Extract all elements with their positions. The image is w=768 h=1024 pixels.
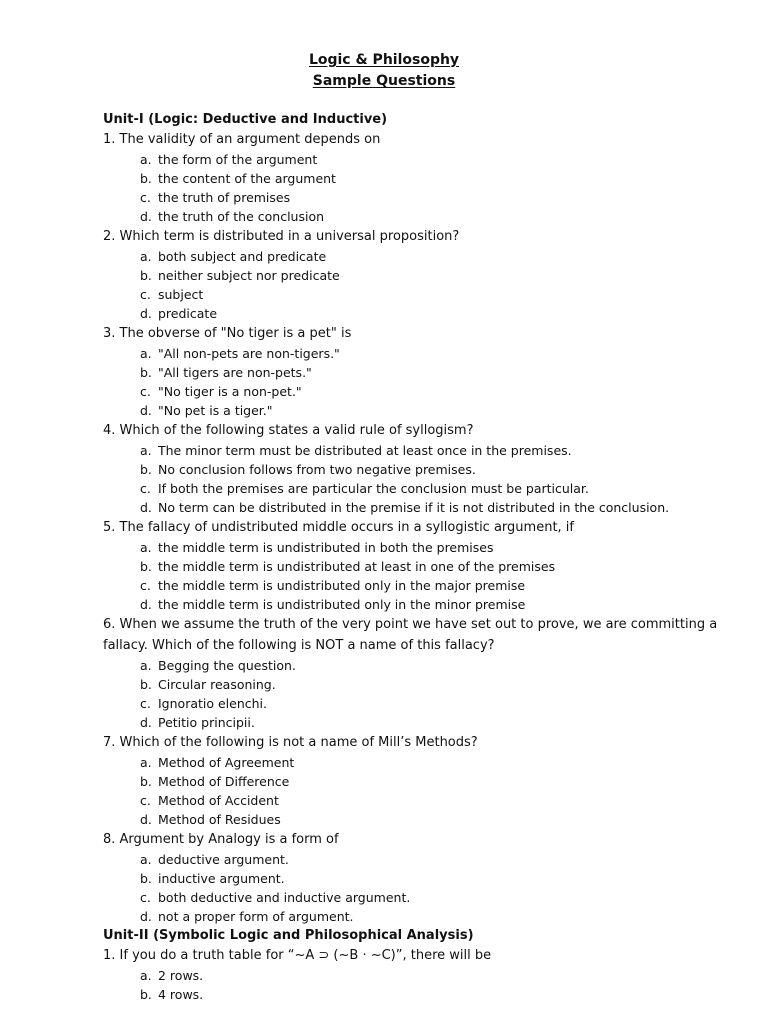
answer-option <box>103 401 743 420</box>
unit-heading: Unit-II (Symbolic Logic and Philosophical Analysis) <box>103 928 474 943</box>
option-list <box>103 441 743 517</box>
option-letter: c. <box>140 481 151 496</box>
option-text: "All non-pets are non-tigers." <box>158 346 340 361</box>
answer-option <box>103 907 743 926</box>
title-line-1: Logic & Philosophy <box>308 52 460 68</box>
option-text: Circular reasoning. <box>158 677 276 692</box>
option-list <box>103 966 743 1004</box>
question-text: 7. Which of the following is not a name of Mill’s Methods? <box>103 735 478 750</box>
answer-option <box>103 713 743 732</box>
option-text: subject <box>158 287 204 302</box>
option-text: Method of Difference <box>158 774 290 789</box>
answer-option <box>103 382 743 401</box>
option-text: Method of Accident <box>158 793 279 808</box>
option-letter: c. <box>140 287 151 302</box>
option-text: not a proper form of argument. <box>158 909 354 924</box>
answer-option <box>103 247 743 266</box>
question-text: 3. The obverse of "No tiger is a pet" is <box>103 326 352 341</box>
option-letter: c. <box>140 890 151 905</box>
answer-option <box>103 441 743 460</box>
option-text: Method of Residues <box>158 812 281 827</box>
option-list <box>103 150 743 226</box>
option-letter: d. <box>140 306 152 321</box>
answer-option <box>103 188 743 207</box>
option-text: the middle term is undistributed only in the major premise <box>158 578 526 593</box>
option-letter: c. <box>140 190 151 205</box>
option-letter: d. <box>140 500 152 515</box>
answer-option <box>103 753 743 772</box>
answer-option <box>103 985 743 1004</box>
option-letter: a. <box>140 152 152 167</box>
option-letter: b. <box>140 871 152 886</box>
option-text: the truth of the conclusion <box>158 209 325 224</box>
option-text: deductive argument. <box>158 852 289 867</box>
question <box>103 226 743 323</box>
option-letter: b. <box>140 462 152 477</box>
option-letter: b. <box>140 987 152 1002</box>
option-letter: d. <box>140 209 152 224</box>
answer-option <box>103 304 743 323</box>
question <box>103 614 743 732</box>
option-letter: b. <box>140 268 152 283</box>
question <box>103 323 743 420</box>
option-letter: c. <box>140 384 151 399</box>
option-text: No conclusion follows from two negative premises. <box>158 462 476 477</box>
option-text: both deductive and inductive argument. <box>158 890 411 905</box>
option-text: the middle term is undistributed at least in one of the premises <box>158 559 556 574</box>
question <box>103 945 743 1004</box>
option-letter: b. <box>140 774 152 789</box>
answer-option <box>103 363 743 382</box>
option-letter: c. <box>140 793 151 808</box>
option-letter: a. <box>140 968 152 983</box>
option-letter: a. <box>140 755 152 770</box>
option-text: the middle term is undistributed only in the minor premise <box>158 597 526 612</box>
question-text: 1. The validity of an argument depends on <box>103 132 381 147</box>
option-letter: a. <box>140 852 152 867</box>
option-letter: b. <box>140 559 152 574</box>
option-letter: b. <box>140 365 152 380</box>
answer-option <box>103 772 743 791</box>
question <box>103 829 743 926</box>
answer-option <box>103 694 743 713</box>
option-text: Begging the question. <box>158 658 296 673</box>
answer-option <box>103 207 743 226</box>
answer-option <box>103 810 743 829</box>
option-list <box>103 753 743 829</box>
question-text: 2. Which term is distributed in a universal proposition? <box>103 229 460 244</box>
question-text: 1. If you do a truth table for “~A ⊃ (~B · ~C)”, there will be <box>103 948 492 963</box>
option-text: predicate <box>158 306 218 321</box>
option-letter: a. <box>140 346 152 361</box>
option-text: If both the premises are particular the conclusion must be particular. <box>158 481 589 496</box>
question-text: 5. The fallacy of undistributed middle occurs in a syllogistic argument, if <box>103 520 574 535</box>
answer-option <box>103 850 743 869</box>
option-letter: b. <box>140 171 152 186</box>
option-text: the truth of premises <box>158 190 291 205</box>
answer-option <box>103 966 743 985</box>
option-letter: d. <box>140 909 152 924</box>
option-text: the middle term is undistributed in both the premises <box>158 540 494 555</box>
option-letter: b. <box>140 677 152 692</box>
option-list <box>103 850 743 926</box>
option-list <box>103 344 743 420</box>
option-text: "All tigers are non-pets." <box>158 365 312 380</box>
option-text: "No pet is a tiger." <box>158 403 273 418</box>
option-text: both subject and predicate <box>158 249 327 264</box>
option-text: "No tiger is a non-pet." <box>158 384 302 399</box>
answer-option <box>103 479 743 498</box>
title-line-2: Sample Questions <box>312 73 456 89</box>
answer-option <box>103 791 743 810</box>
option-letter: a. <box>140 443 152 458</box>
option-letter: d. <box>140 597 152 612</box>
answer-option <box>103 498 743 517</box>
answer-option <box>103 557 743 576</box>
document-body <box>103 110 743 1004</box>
question-text: 4. Which of the following states a valid rule of syllogism? <box>103 423 474 438</box>
answer-option <box>103 538 743 557</box>
option-text: Ignoratio elenchi. <box>158 696 268 711</box>
option-list <box>103 538 743 614</box>
option-text: The minor term must be distributed at least once in the premises. <box>158 443 572 458</box>
answer-option <box>103 869 743 888</box>
answer-option <box>103 266 743 285</box>
option-letter: d. <box>140 812 152 827</box>
unit-heading: Unit-I (Logic: Deductive and Inductive) <box>103 112 388 127</box>
option-text: 4 rows. <box>158 987 204 1002</box>
question-text: 6. When we assume the truth of the very point we have set out to prove, we are committing a fallacy. Which of the following is NOT a name of this fallacy? <box>103 617 718 653</box>
answer-option <box>103 150 743 169</box>
option-letter: a. <box>140 249 152 264</box>
option-letter: c. <box>140 696 151 711</box>
option-text: inductive argument. <box>158 871 285 886</box>
option-letter: a. <box>140 658 152 673</box>
option-text: the form of the argument <box>158 152 318 167</box>
option-letter: a. <box>140 540 152 555</box>
option-text: neither subject nor predicate <box>158 268 340 283</box>
answer-option <box>103 460 743 479</box>
option-letter: c. <box>140 578 151 593</box>
answer-option <box>103 285 743 304</box>
answer-option <box>103 675 743 694</box>
question <box>103 517 743 614</box>
option-list <box>103 656 743 732</box>
question <box>103 420 743 517</box>
option-letter: d. <box>140 403 152 418</box>
option-text: the content of the argument <box>158 171 336 186</box>
option-text: Method of Agreement <box>158 755 295 770</box>
answer-option <box>103 656 743 675</box>
document-title <box>0 50 768 92</box>
question-text: 8. Argument by Analogy is a form of <box>103 832 339 847</box>
answer-option <box>103 595 743 614</box>
answer-option <box>103 169 743 188</box>
option-text: No term can be distributed in the premise if it is not distributed in the conclusion. <box>158 500 670 515</box>
answer-option <box>103 888 743 907</box>
question <box>103 732 743 829</box>
option-text: Petitio principii. <box>158 715 255 730</box>
answer-option <box>103 344 743 363</box>
answer-option <box>103 576 743 595</box>
question <box>103 129 743 226</box>
option-text: 2 rows. <box>158 968 204 983</box>
option-list <box>103 247 743 323</box>
option-letter: d. <box>140 715 152 730</box>
